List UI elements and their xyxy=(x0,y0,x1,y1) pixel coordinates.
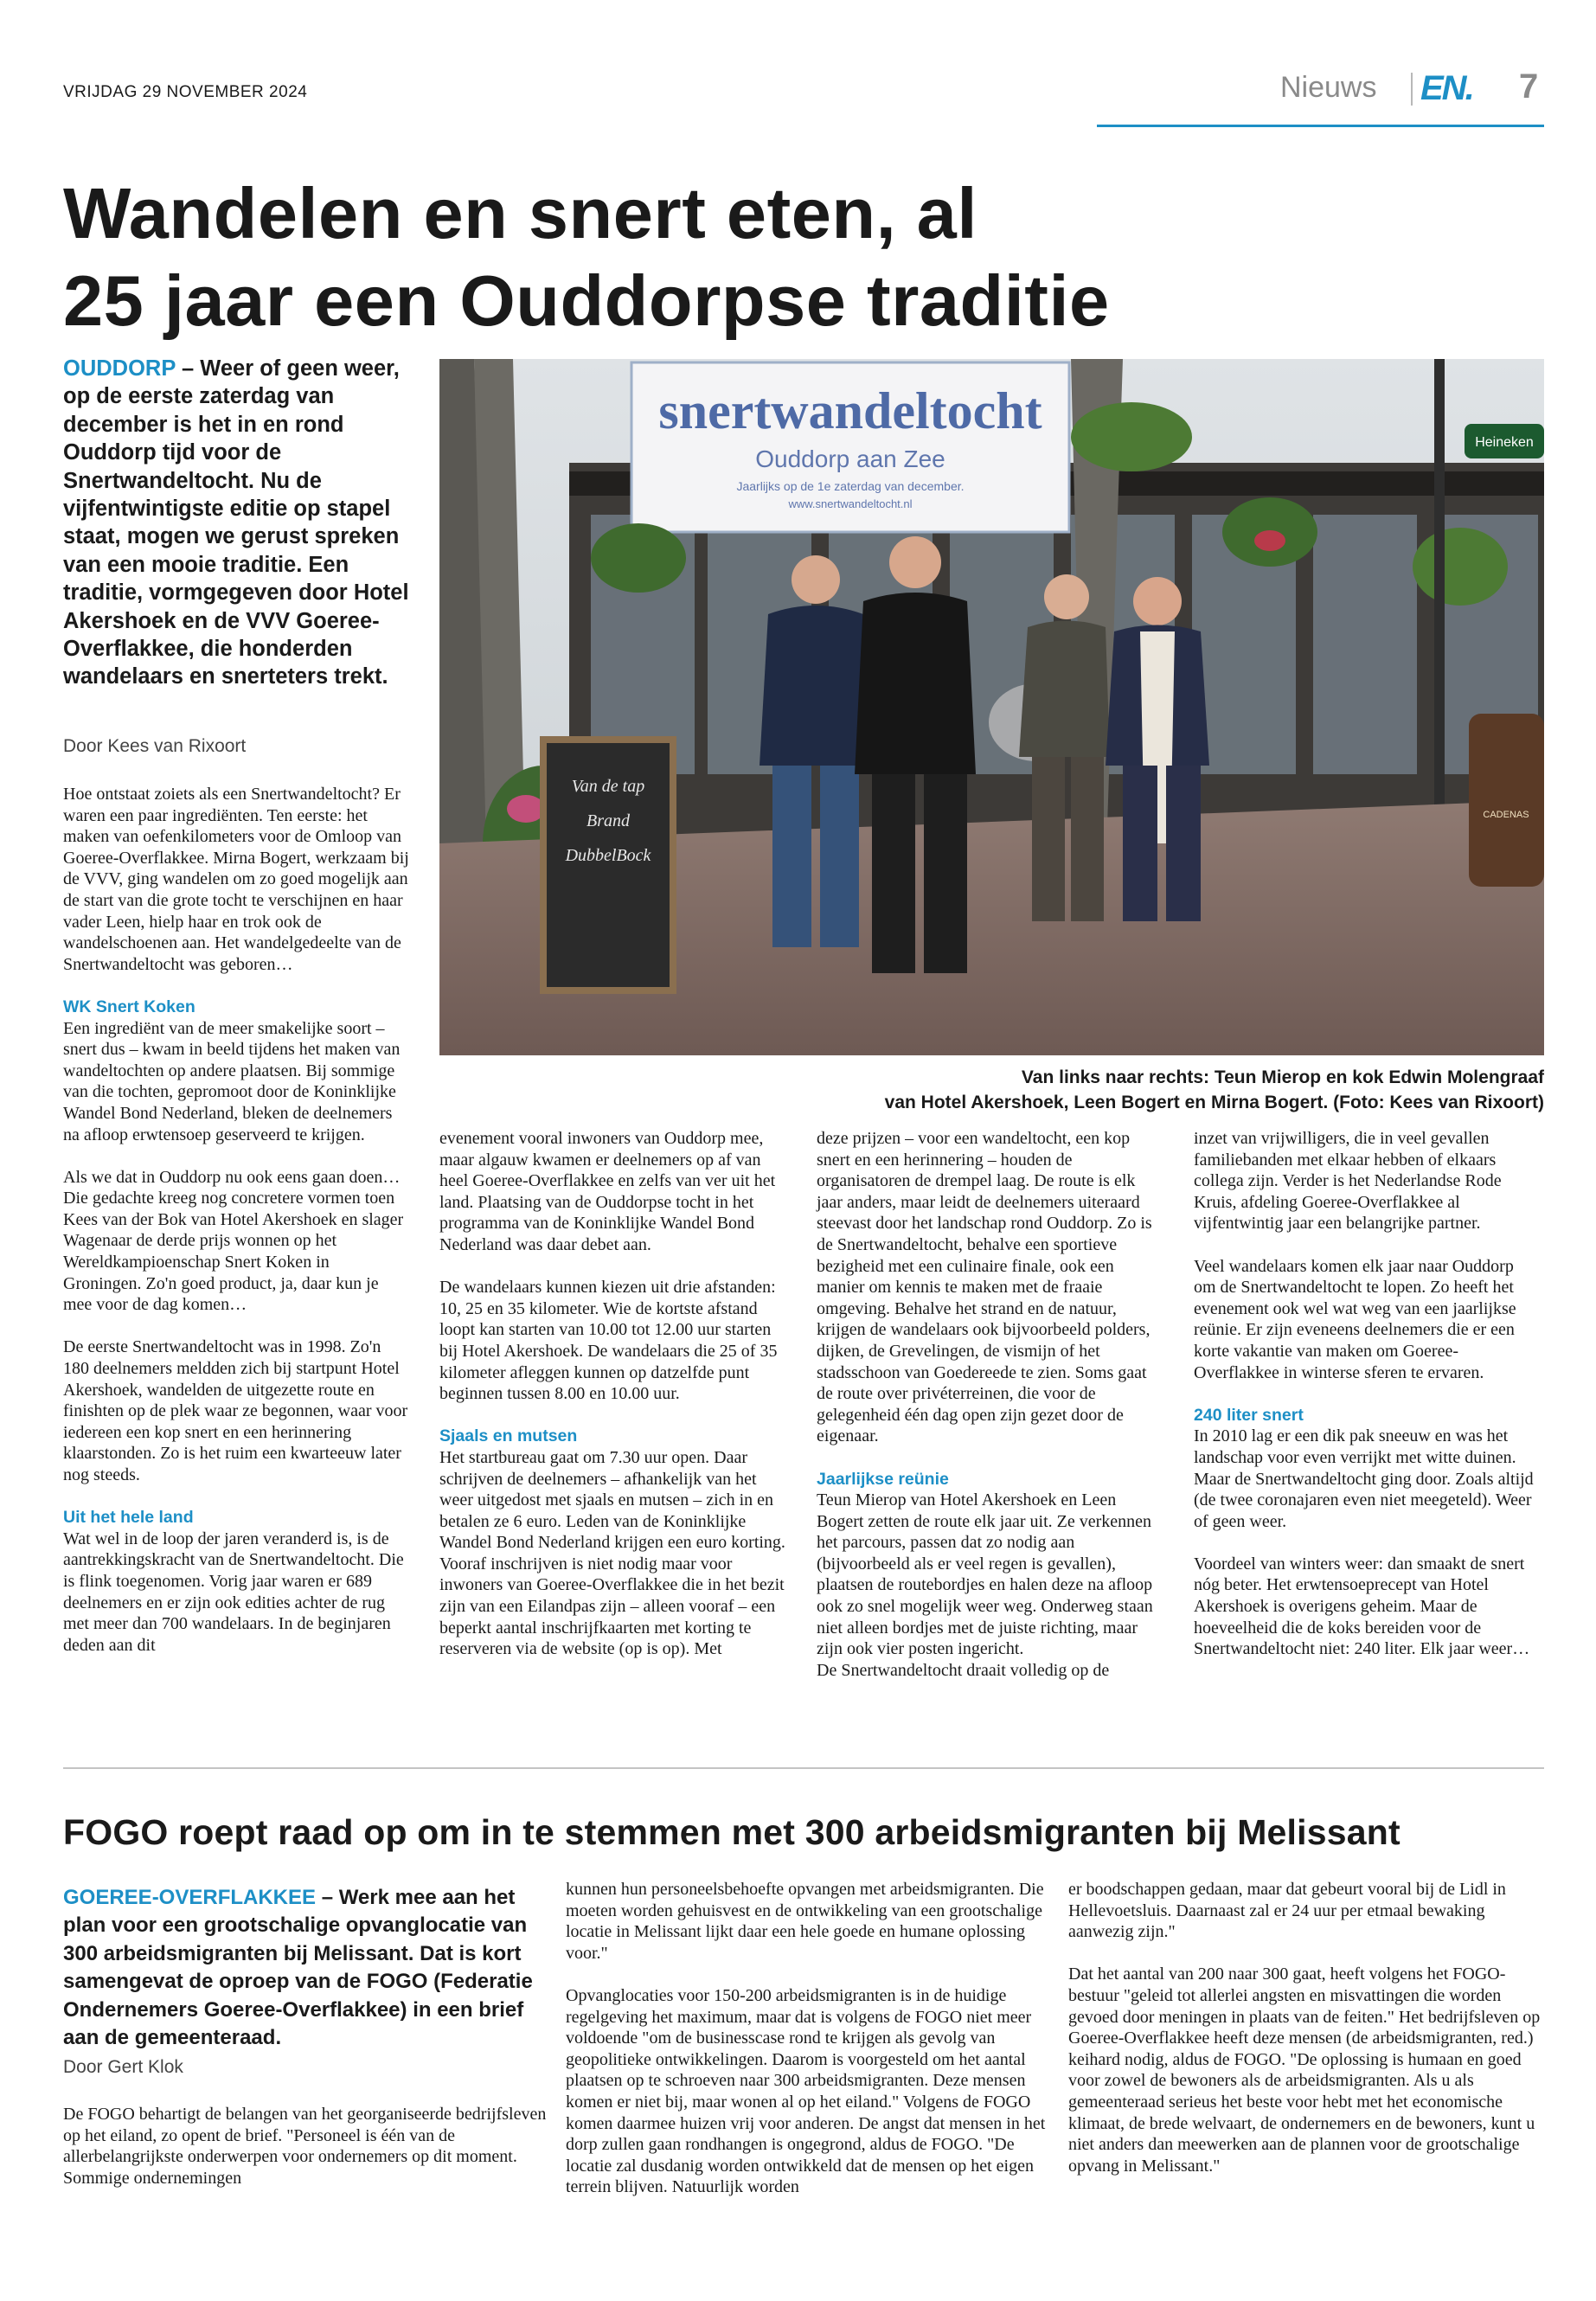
article-2-lead xyxy=(63,1884,548,2052)
section-name[interactable]: Nieuws xyxy=(1280,71,1377,104)
paragraph: kunnen hun personeelsbehoefte opvangen met arbeidsmigranten. Die moeten worden gehuisvest en de ontwikkeling van een grootschalige locatie in Melissant lijkt daar een hele goede en humane oplossing voor." xyxy=(566,1880,1044,1963)
paragraph: Teun Mierop van Hotel Akershoek en Leen Bogert zetten de route elk jaar uit. Ze verkennen het parcours, passen dat zo nodig aan (bijvoorbeeld als er veel regen is gevallen), plaatsen de routebordjes en halen deze na afloop ook zo snel mogelijk weer weg. Onderweg staan niet alleen bordjes met de juiste richting, maar zijn ook vier posten ingericht. xyxy=(817,1490,1153,1659)
paragraph: deze prijzen – voor een wandeltocht, een kop snert en een herinnering – houden de organisatoren de drempel laag. De route is elk jaar anders, maar leidt de deelnemers uiteraard steevast door het landschap rond Ouddorp. Zo is de Snertwandeltocht, behalve een sportieve bezigheid met een culinaire finale, ook een manier om kennis te maken met de fraaie omgeving. Behalve het strand en de natuur, krijgen de wandelaars ook bijvoorbeeld polders, dijken, de Grevelingen, de vismijn of het stadsschoon van Goedereede te zien. Soms gaat de route over privéterreinen, die voor de gelegenheid één dag open zijn gezet door de eigenaar. xyxy=(817,1129,1152,1446)
lead-text: – Weer of geen weer, op de eerste zaterdag van december is het in en rond Ouddorp tijd voor de Snertwandeltocht. Nu de vijfentwintigste editie op stapel staat, mogen we gerust spreken van een mooie traditie. Een traditie, vormgegeven door Hotel Akershoek en de VVV Goeree-Overflakkee, die honderden wandelaars en snerteters trekt. xyxy=(63,356,409,689)
section-header xyxy=(1097,67,1544,128)
banner-subtitle: Ouddorp aan Zee xyxy=(755,445,945,472)
paragraph: Veel wandelaars komen elk jaar naar Ouddorp om de Snertwandeltocht te lopen. Zo heeft het evenement ook wel wat weg van een jaarlijkse reünie. Er zijn eveneens deelnemers die er een korte vakantie van maken om Goeree-Overflakkee in winterse sferen te ervaren. xyxy=(1194,1256,1516,1382)
subheading: WK Snert Koken xyxy=(63,997,195,1016)
article-photo[interactable] xyxy=(439,359,1544,1055)
paragraph: De eerste Snertwandeltocht was in 1998. Zo'n 180 deelnemers meldden zich bij startpunt Hotel Akershoek, wandelden de uitgezette route en finishten op de plek waar ze begonnen, waar voor iedereen een kop snert en een herinnering klaarstonden. Zo is het ruim een kwarteeuw later nog steeds. xyxy=(63,1337,408,1484)
board-line-1: Van de tap xyxy=(571,777,645,796)
caption-line-1: Van links naar rechts: Teun Mierop en kok Edwin Molengraaf xyxy=(1021,1067,1544,1087)
byline: Door Kees van Rixoort xyxy=(63,736,247,756)
page-number: 7 xyxy=(1519,67,1539,106)
subheading: Jaarlijkse reünie xyxy=(817,1469,949,1489)
paragraph: Hoe ontstaat zoiets als een Snertwandeltocht? Er waren een paar ingrediënten. Ten eerste: het maken van oefenkilometers voor de Omloop van Goeree-Overflakkee. Mirna Bogert, werkzaam bij de VVV, ging wandelen om zo goed mogelijk aan de start van die grote tocht te verschijnen en haar vader Leen, hielp haar en trok ook de wandelschoenen aan. Het wandelgedeelte van de Snertwandeltocht was geboren… xyxy=(63,785,409,974)
photo-illustration xyxy=(439,359,1544,1055)
barrel xyxy=(1469,714,1544,887)
header-rule xyxy=(1097,125,1544,127)
photo-caption xyxy=(439,1065,1544,1115)
article-column-3 xyxy=(817,1128,1163,1681)
article-lead xyxy=(63,355,409,691)
paragraph: evenement vooral inwoners van Ouddorp mee, maar algauw kwamen er deelnemers op af van heel Goeree-Overflakkee en zelfs van ver uit het land. Plaatsing van de Ouddorpse tocht in het programma van de Koninklijke Wandel Bond Nederland was daar debet aan. xyxy=(439,1129,776,1254)
barrel-text: CADENAS xyxy=(1483,810,1529,820)
lead-text: – Werk mee aan het plan voor een grootschalige opvanglocatie van 300 arbeidsmigranten bij Melissant. Dat is kort samengevat de oproep van de FOGO (Federatie Ondernemers Goeree-Overflakkee) in een brief aan de gemeenteraad. xyxy=(63,1886,533,2050)
headline-line-2: 25 jaar een Ouddorpse traditie xyxy=(63,260,1110,341)
caption-line-2: van Hotel Akershoek, Leen Bogert en Mirna Bogert. (Foto: Kees van Rixoort) xyxy=(884,1093,1544,1112)
beer-sign-text: Heineken xyxy=(1475,435,1534,450)
article-headline xyxy=(63,170,1188,344)
byline: Door Gert Klok xyxy=(63,2057,183,2077)
paragraph: Opvanglocaties voor 150-200 arbeidsmigranten is in de huidige regelgeving het maximum, maar dat is volgens de FOGO niet meer voldoende "om de businesscase rond te krijgen als gevolg van geopolitieke ontwikkelingen. Daarom is voorgesteld om het aantal plaatsen op te schroeven naar 300 arbeidsmigranten. Deze mensen komen er niet bij, maar wonen al op het eiland." Volgens de FOGO komen daarmee huizen vrij voor anderen. De angst dat mensen in het dorp zullen gaan rondhangen is ongegrond, aldus de FOGO. "De locatie zal dusdanig worden ontwikkeld dat de mensen op het eigen terrein blijven. Natuurlijk worden xyxy=(566,1985,1046,2197)
banner-line: Jaarlijks op de 1e zaterdag van december. xyxy=(736,479,965,493)
article-column-2 xyxy=(439,1128,785,1660)
article-2-column-2 xyxy=(566,1879,1050,2198)
dateline: OUDDORP xyxy=(63,356,176,381)
board-line-2: Brand xyxy=(586,811,630,830)
paragraph: Een ingrediënt van de meer smakelijke soort – snert dus – kwam in beeld tijdens het maken van wandeltochten op andere plaatsen. Bij sommige van die tochten, gepromoot door de Koninklijke Wandel Bond Nederland, bleken de deelnemers na afloop erwtensoep geserveerd te krijgen. xyxy=(63,1018,401,1144)
paragraph: Voordeel van winters weer: dan smaakt de snert nóg beter. Het erwtensoeprecept van Hotel Akershoek is overigens geheim. Maar de hoeveelheid die de koks bereiden voor de Snertwandeltocht niet: 240 liter. Elk jaar weer… xyxy=(1194,1554,1530,1659)
subheading: 240 liter snert xyxy=(1194,1405,1304,1425)
paragraph: Het startbureau gaat om 7.30 uur open. Daar schrijven de deelnemers – afhankelijk van het weer uitgedost met sjaals en mutsen – zich in en betalen ze 6 euro. Leden van de Koninklijke Wandel Bond Nederland krijgen een euro korting. Vooraf inschrijven is niet nodig maar voor inwoners van Goeree-Overflakkee die in het bezit zijn van een Eilandpas zijn – alleen vooraf – een beperkt aantal inschrijfkaarten met korting te reserveren via de website (op is op). Met xyxy=(439,1447,785,1659)
article-2-column-1 xyxy=(63,2104,548,2189)
subheading: Uit het hele land xyxy=(63,1508,194,1528)
headline-line-1: Wandelen en snert eten, al xyxy=(63,173,977,253)
article-column-1 xyxy=(63,784,409,1656)
brand-logo[interactable]: EN. xyxy=(1420,69,1473,107)
paragraph: De FOGO behartigt de belangen van het georganiseerde bedrijfsleven op het eiland, zo opent de brief. "Personeel is één van de allerbelangrijkste onderwerpen voor ondernemers op dit moment. Sommige ondernemingen xyxy=(63,2105,547,2188)
article-column-4 xyxy=(1194,1128,1540,1660)
header-divider xyxy=(1411,73,1413,106)
paragraph: inzet van vrijwilligers, die in veel gevallen familiebanden met elkaar hebben of elkaars collega zijn. Verder is het Nederlandse Rode Kruis, afdeling Goeree-Overflakkee al vijfentwintig jaar een belangrijke partner. xyxy=(1194,1129,1502,1234)
paragraph: De wandelaars kunnen kiezen uit drie afstanden: 10, 25 en 35 kilometer. Wie de kortste afstand loopt kan starten van 10.00 tot 12.00 uur starten bij Hotel Akershoek. De wandelaars die 25 of 35 kilometer afleggen kunnen op datzelfde punt beginnen tussen 8.00 en 10.00 uur. xyxy=(439,1278,778,1404)
dateline: GOEREE-OVERFLAKKEE xyxy=(63,1886,317,1909)
board-line-3: DubbelBock xyxy=(565,846,651,865)
subheading: Sjaals en mutsen xyxy=(439,1426,578,1446)
issue-date: VRIJDAG 29 NOVEMBER 2024 xyxy=(63,83,308,101)
paragraph: De Snertwandeltocht draait volledig op de xyxy=(817,1660,1110,1680)
paragraph: In 2010 lag er een dik pak sneeuw en was het landschap voor even verrijkt met witte duinen. Maar de Snertwandeltocht ging door. Zoals altijd (de twee coronajaren even niet meegeteld). Weer of geen weer. xyxy=(1194,1426,1534,1531)
banner-title: snertwandeltocht xyxy=(658,382,1042,439)
paragraph: Als we dat in Ouddorp nu ook eens gaan doen… Die gedachte kreeg nog concretere vormen toen Kees van der Bok van Hotel Akershoek en slager Wagenaar de derde prijs wonnen op het Wereldkampioenschap Snert Koken in Groningen. Zo'n goed product, ja, daar kun je mee voor de dag komen… xyxy=(63,1167,404,1315)
paragraph: Wat wel in de loop der jaren veranderd is, is de aantrekkingskracht van de Snertwandeltocht. Die is flink toegenomen. Vorig jaar waren er 689 deelnemers en er zijn ook edities achter de rug met meer dan 700 wandelaars. In de beginjaren deden aan dit xyxy=(63,1529,404,1655)
section-divider xyxy=(63,1767,1544,1769)
article-2-headline: FOGO roept raad op om in te stemmen met 300 arbeidsmigranten bij Melissant xyxy=(63,1812,1401,1852)
article-2-column-3 xyxy=(1068,1879,1553,2176)
paragraph: Dat het aantal van 200 naar 300 gaat, heeft volgens het FOGO-bestuur "geleid tot allerlei angsten en misvattingen die worden gevoed door meningen in plaats van de feiten." Het bedrijfsleven op Goeree-Overflakkee heeft deze mensen (de arbeidsmigranten, red.) keihard nodig, aldus de FOGO. "De oplossing is humaan en goed voor zowel de bewoners als de arbeidsmigranten. Als u als gemeenteraad serieus het beste voor hebt met het economische klimaat, de brede welvaart, de ondernemers en de bewoners, kunt u niet anders dan meewerken aan de plannen voor de grootschalige opvang in Melissant." xyxy=(1068,1965,1541,2176)
paragraph: er boodschappen gedaan, maar dat gebeurt vooral bij de Lidl in Hellevoetsluis. Daarnaast zal er 24 uur per etmaal bewaking aanwezig zijn." xyxy=(1068,1880,1506,1942)
banner-url: www.snertwandeltocht.nl xyxy=(788,497,913,510)
